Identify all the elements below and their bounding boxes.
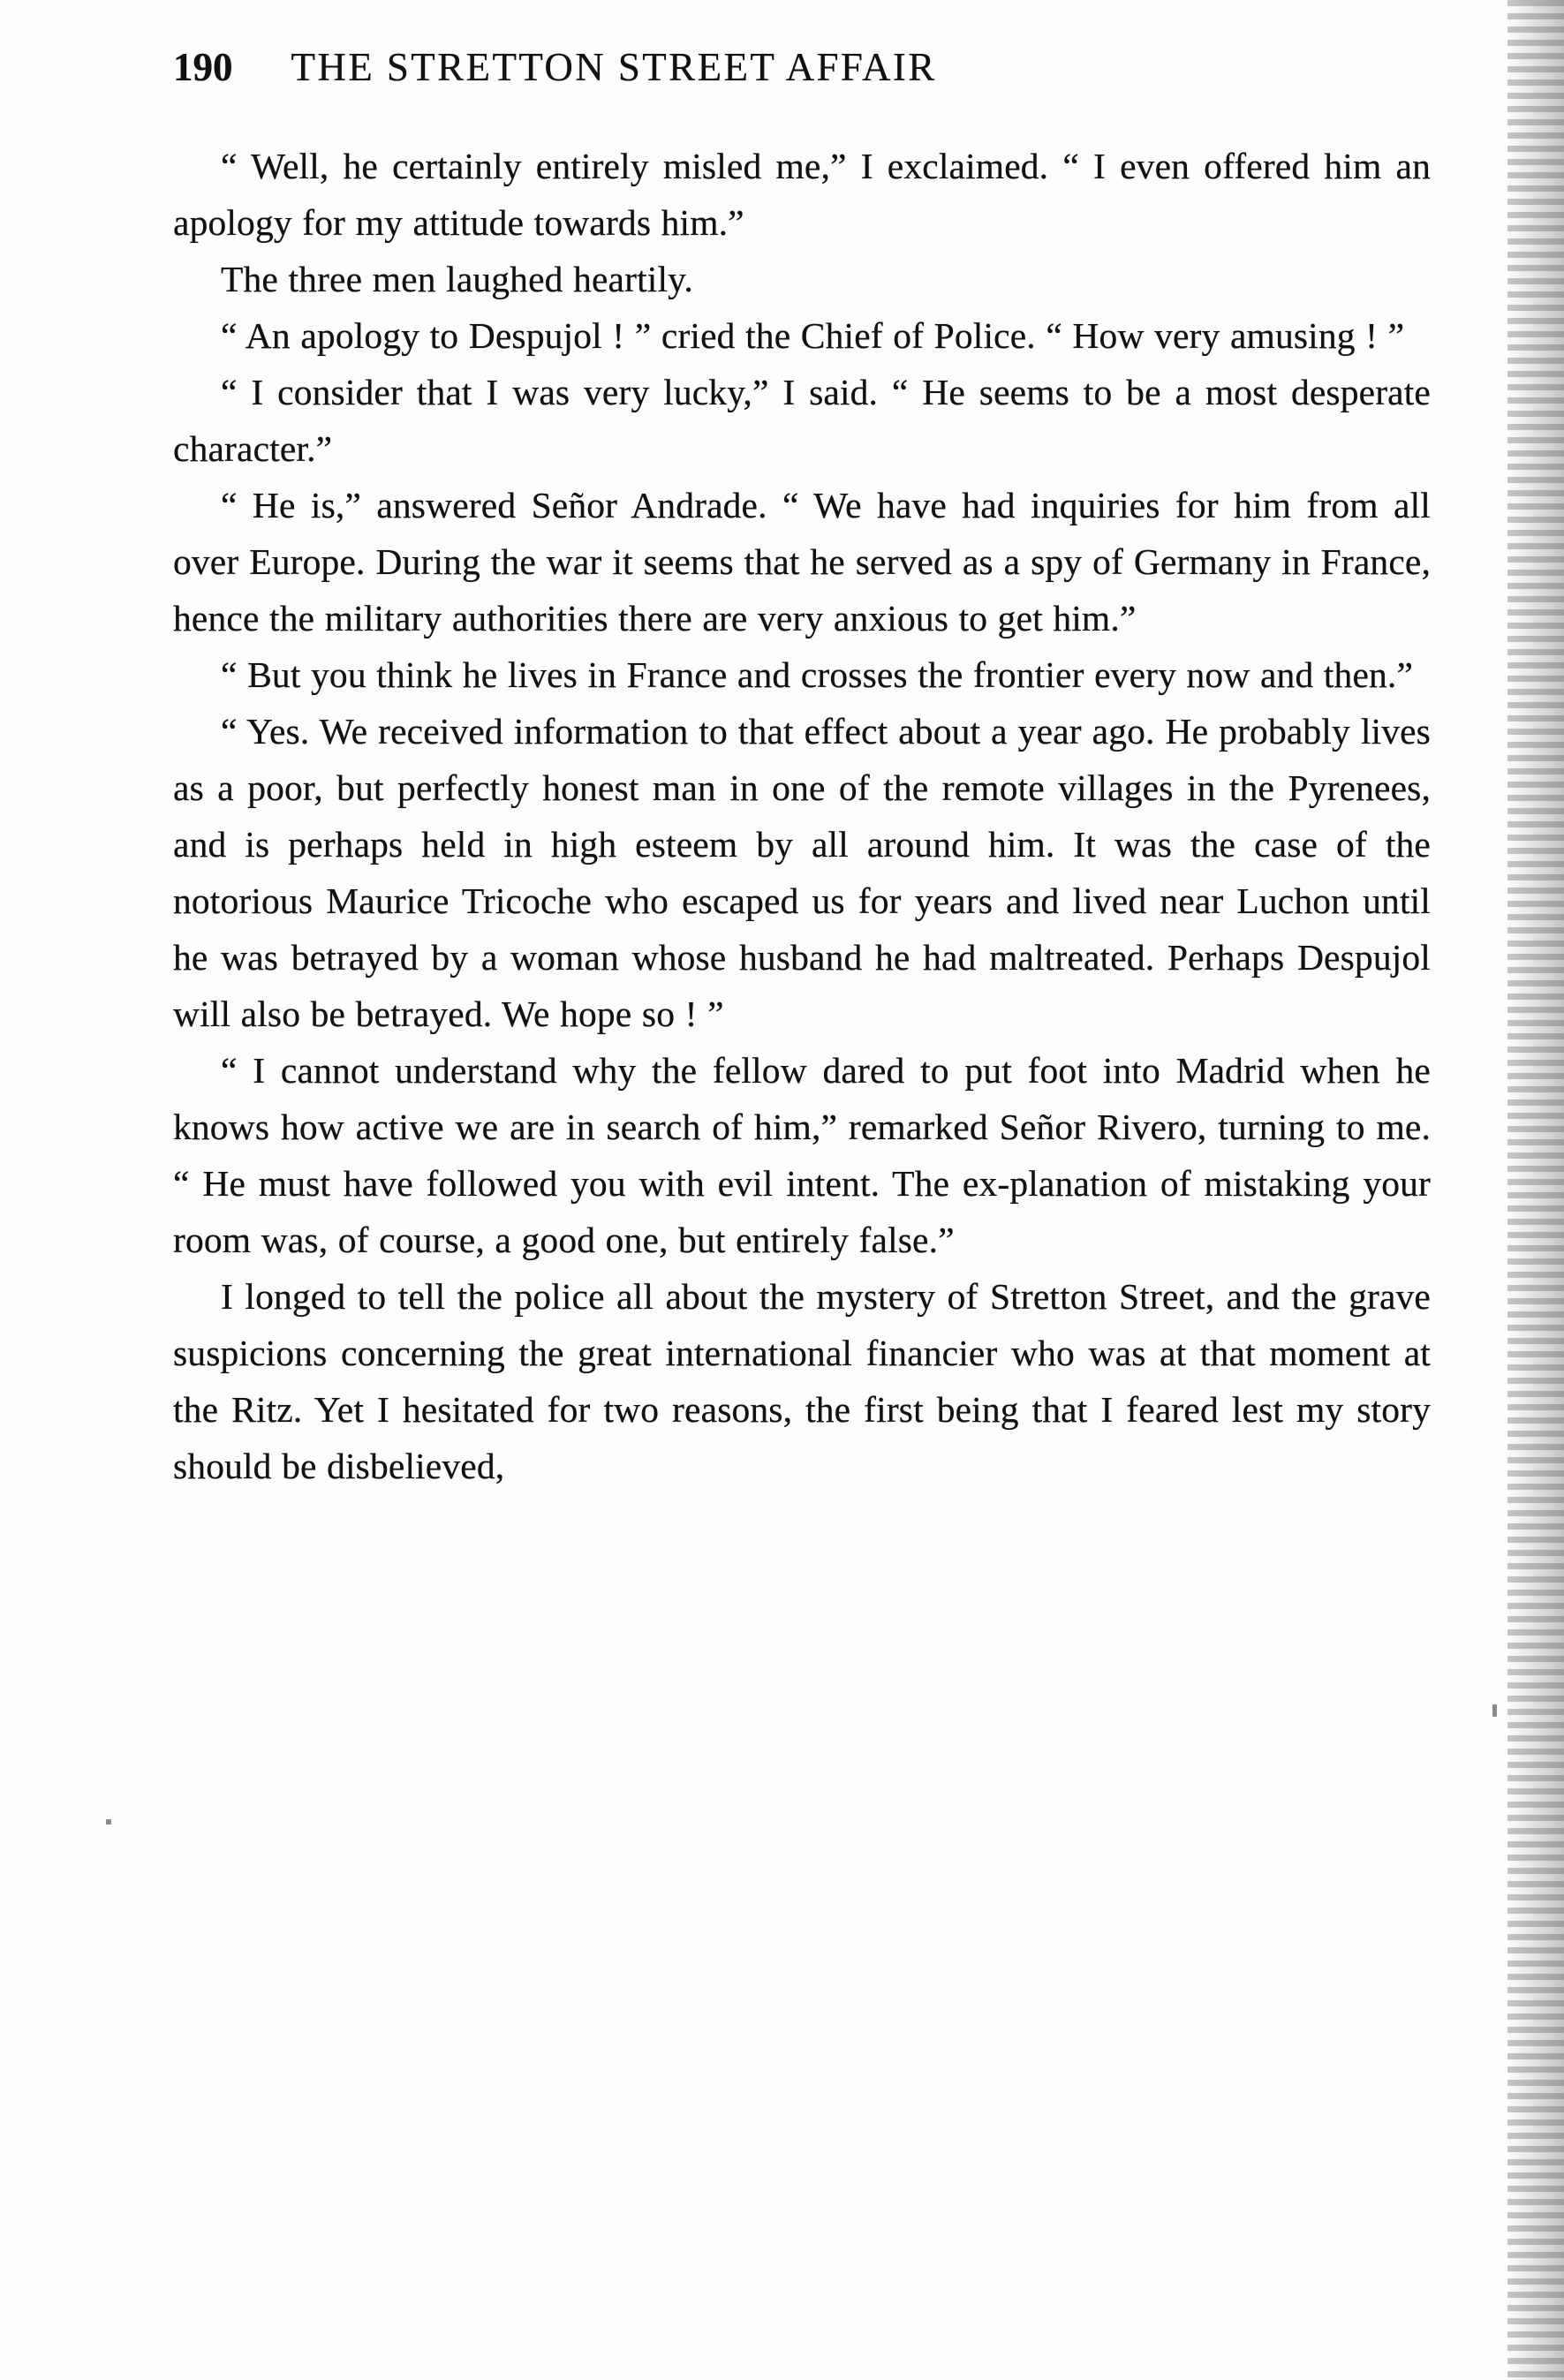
paragraph: “ I consider that I was very lucky,” I said. “ He seems to be a most desperate character.” — [173, 372, 1431, 469]
paragraph: The three men laughed heartily. — [221, 259, 693, 299]
scan-speck — [106, 1819, 111, 1825]
paragraph: “ An apology to Despujol ! ” cried the Chief of Police. “ How very amusing ! ” — [221, 315, 1405, 356]
page-header — [173, 44, 1431, 90]
running-head: THE STRETTON STREET AFFAIR — [291, 45, 937, 89]
paragraph: “ He is,” answered Señor Andrade. “ We have had inquiries for him from all over Europe. During the war it seems that he served as a spy of Germany in France, hence the military authorities there are very anxious to get him.” — [173, 485, 1431, 638]
paragraph: I longed to tell the police all about the mystery of Stretton Street, and the grave suspicions concerning the great international financier who was at that moment at the Ritz. Yet I hesitated for two reasons, the first being that I feared lest my story should be disbelieved, — [173, 1276, 1431, 1486]
paragraph: “ I cannot understand why the fellow dared to put foot into Madrid when he knows how active we are in search of him,” remarked Señor Rivero, turning to me. “ He must have followed you with evil intent. The ex-planation of mistaking your room was, of course, a good one, but entirely false.” — [173, 1050, 1431, 1260]
paragraph: “ But you think he lives in France and crosses the frontier every now and then.” — [221, 654, 1414, 695]
scan-speck — [1492, 1704, 1497, 1717]
scan-edge-artifact — [1507, 0, 1564, 2380]
paragraph: “ Well, he certainly entirely misled me,” I exclaimed. “ I even offered him an apology for my attitude towards him.” — [173, 146, 1431, 243]
page-content — [173, 44, 1431, 1494]
page-number: 190 — [173, 45, 233, 89]
body-text — [173, 138, 1431, 1494]
paragraph: “ Yes. We received information to that effect about a year ago. He probably lives as a poor, but perfectly honest man in one of the remote villages in the Pyrenees, and is perhaps held in high esteem by all around him. It was the case of the notorious Maurice Tricoche who escaped us for years and lived near Luchon until he was betrayed by a woman whose husband he had maltreated. Perhaps Despujol will also be betrayed. We hope so ! ” — [173, 711, 1431, 1034]
